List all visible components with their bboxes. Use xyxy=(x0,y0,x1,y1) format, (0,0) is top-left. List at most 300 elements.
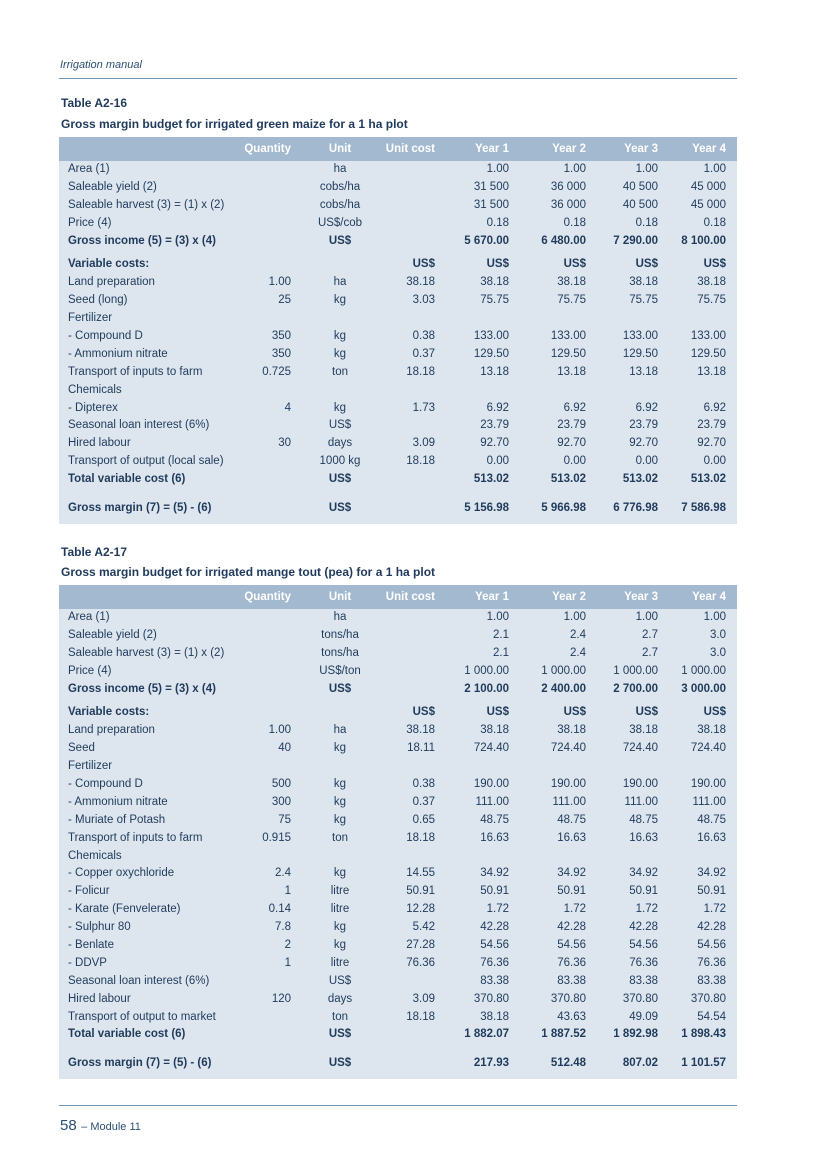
cell-label: Seed xyxy=(68,742,95,755)
cell-year-3: 83.38 xyxy=(629,974,658,987)
cell-year-1: 34.92 xyxy=(480,867,509,880)
cell-year-1: US$ xyxy=(486,706,509,719)
cell-year-1: 13.18 xyxy=(480,365,509,378)
cell-unit-cost: 38.18 xyxy=(406,724,435,737)
table-a2-17 xyxy=(59,585,737,1079)
column-header-year-3: Year 3 xyxy=(624,143,658,155)
cell-year-1: 1.72 xyxy=(486,903,509,916)
cell-quantity: 2 xyxy=(284,939,291,952)
cell-quantity: 350 xyxy=(271,330,291,343)
table-row xyxy=(59,848,737,866)
cell-unit: litre xyxy=(330,956,350,969)
cell-quantity: 40 xyxy=(278,742,291,755)
cell-year-1: 370.80 xyxy=(473,992,509,1005)
cell-year-3: 6 776.98 xyxy=(613,502,658,515)
cell-year-2: 1 000.00 xyxy=(541,664,586,677)
cell-unit: litre xyxy=(330,903,350,916)
cell-year-4: 54.54 xyxy=(697,1010,726,1023)
cell-year-4: 3.0 xyxy=(710,628,726,641)
cell-year-2: 111.00 xyxy=(552,795,586,808)
table-row xyxy=(59,435,737,453)
cell-unit: tons/ha xyxy=(321,646,359,659)
cell-unit: ha xyxy=(333,611,347,623)
cell-unit: US$ xyxy=(328,1057,352,1070)
column-header-year-4: Year 4 xyxy=(692,591,726,603)
table-row xyxy=(59,740,737,758)
cell-unit-cost: 27.28 xyxy=(406,939,435,952)
table-row xyxy=(59,722,737,740)
table-row xyxy=(59,328,737,346)
cell-quantity: 4 xyxy=(284,401,291,414)
cell-unit: 1000 kg xyxy=(319,455,361,468)
cell-year-1: 38.18 xyxy=(480,724,509,737)
cell-year-4: 133.00 xyxy=(690,330,726,343)
cell-label: Total variable cost (6) xyxy=(68,1028,186,1041)
cell-unit-cost: 5.42 xyxy=(412,921,435,934)
cell-year-2: 133.00 xyxy=(550,330,586,343)
cell-year-3: 1 892.98 xyxy=(613,1028,658,1041)
cell-unit-cost: 18.18 xyxy=(406,831,435,844)
cell-year-4: 129.50 xyxy=(690,347,726,360)
cell-year-2: 48.75 xyxy=(557,813,586,826)
cell-year-2: 83.38 xyxy=(557,974,586,987)
cell-unit: cobs/ha xyxy=(319,180,361,193)
footer-rule xyxy=(59,1105,737,1106)
table-row xyxy=(59,1055,737,1073)
cell-year-3: 42.28 xyxy=(629,921,658,934)
cell-year-4: 7 586.98 xyxy=(681,502,726,515)
cell-year-4: 54.56 xyxy=(697,939,726,952)
table-row xyxy=(59,310,737,328)
table-row xyxy=(59,681,737,699)
cell-label: - Compound D xyxy=(68,330,143,343)
cell-quantity: 1 xyxy=(284,956,291,969)
cell-year-2: US$ xyxy=(563,258,586,271)
cell-label: Variable costs: xyxy=(68,258,150,271)
table-row xyxy=(59,274,737,292)
table-row xyxy=(59,901,737,919)
table-bottom-padding xyxy=(59,518,737,524)
column-header-year-3: Year 3 xyxy=(624,591,658,603)
cell-unit-cost: 0.37 xyxy=(412,795,435,808)
cell-year-3: 40 500 xyxy=(622,198,658,211)
table-row xyxy=(59,417,737,435)
cell-year-1: 76.36 xyxy=(480,956,509,969)
cell-year-3: 7 290.00 xyxy=(613,234,658,247)
cell-year-4: 513.02 xyxy=(690,473,726,486)
cell-year-4: US$ xyxy=(703,706,726,719)
cell-year-1: 0.18 xyxy=(486,216,509,229)
cell-year-1: 129.50 xyxy=(473,347,509,360)
cell-label: Gross income (5) = (3) x (4) xyxy=(68,682,216,695)
cell-label: Transport of inputs to farm xyxy=(68,831,203,844)
table-row xyxy=(59,471,737,489)
column-header-unit: Unit xyxy=(328,143,352,155)
module-label: – Module 11 xyxy=(81,1121,141,1133)
cell-year-4: 1 101.57 xyxy=(681,1057,726,1070)
cell-year-2: 513.02 xyxy=(550,473,586,486)
cell-year-4: 75.75 xyxy=(697,294,726,307)
cell-year-4: 3 000.00 xyxy=(681,682,726,695)
column-header-unit-cost: Unit cost xyxy=(385,143,435,155)
cell-label: - Benlate xyxy=(68,939,115,952)
cell-year-1: 2.1 xyxy=(493,646,509,659)
cell-unit-cost: 38.18 xyxy=(406,276,435,289)
cell-unit-cost: 14.55 xyxy=(406,867,435,880)
cell-label: Gross margin (7) = (5) - (6) xyxy=(68,1057,212,1070)
cell-unit: kg xyxy=(333,347,347,360)
cell-unit-cost: 50.91 xyxy=(406,885,435,898)
cell-year-2: 13.18 xyxy=(557,365,586,378)
cell-year-4: 370.80 xyxy=(690,992,726,1005)
cell-year-4: 6.92 xyxy=(703,401,726,414)
cell-year-4: 23.79 xyxy=(697,419,726,432)
cell-year-4: 8 100.00 xyxy=(681,234,726,247)
cell-year-2: 1.00 xyxy=(563,611,586,623)
cell-year-4: 190.00 xyxy=(690,778,726,791)
table-row xyxy=(59,794,737,812)
cell-quantity: 350 xyxy=(271,347,291,360)
cell-label: - Copper oxychloride xyxy=(68,867,175,880)
cell-quantity: 30 xyxy=(278,437,291,450)
cell-quantity: 2.4 xyxy=(275,867,291,880)
cell-label: Land preparation xyxy=(68,724,155,737)
cell-unit: US$ xyxy=(328,502,352,515)
cell-label: Seasonal loan interest (6%) xyxy=(68,974,210,987)
cell-year-2: 5 966.98 xyxy=(541,502,586,515)
cell-year-3: 1.00 xyxy=(635,611,658,623)
cell-year-1: 31 500 xyxy=(473,198,509,211)
cell-year-3: 724.40 xyxy=(622,742,658,755)
cell-year-4: 0.18 xyxy=(703,216,726,229)
column-header-year-4: Year 4 xyxy=(692,143,726,155)
column-header-unit-cost: Unit cost xyxy=(385,591,435,603)
cell-year-3: 111.00 xyxy=(624,795,658,808)
cell-year-1: 42.28 xyxy=(480,921,509,934)
cell-year-2: US$ xyxy=(563,706,586,719)
table-bottom-padding xyxy=(59,1073,737,1079)
cell-unit: US$ xyxy=(328,419,352,432)
cell-year-2: 36 000 xyxy=(550,198,586,211)
table-row xyxy=(59,830,737,848)
row-spacer xyxy=(59,489,737,500)
cell-year-1: US$ xyxy=(486,258,509,271)
cell-year-3: 133.00 xyxy=(622,330,658,343)
cell-label: Area (1) xyxy=(68,163,110,175)
cell-unit: ton xyxy=(332,365,348,378)
cell-year-4: 1.00 xyxy=(703,163,726,175)
cell-year-3: 1.00 xyxy=(635,163,658,175)
cell-unit: US$/ton xyxy=(319,664,361,677)
table-row xyxy=(59,883,737,901)
table-a2-16-caption: Gross margin budget for irrigated green maize for a 1 ha plot xyxy=(61,117,408,131)
cell-label: Transport of inputs to farm xyxy=(68,365,203,378)
cell-year-2: 1.00 xyxy=(563,163,586,175)
table-row xyxy=(59,453,737,471)
cell-label: Chemicals xyxy=(68,849,122,862)
cell-label: - Karate (Fenvelerate) xyxy=(68,903,181,916)
cell-year-3: 0.18 xyxy=(635,216,658,229)
running-header: Irrigation manual xyxy=(60,59,142,71)
table-row xyxy=(59,645,737,663)
cell-year-1: 16.63 xyxy=(480,831,509,844)
cell-year-2: 1.72 xyxy=(563,903,586,916)
cell-label: - Ammonium nitrate xyxy=(68,347,168,360)
cell-year-3: 13.18 xyxy=(629,365,658,378)
cell-year-2: 38.18 xyxy=(557,724,586,737)
table-header-row xyxy=(59,137,737,161)
cell-year-2: 23.79 xyxy=(557,419,586,432)
cell-year-4: 48.75 xyxy=(697,813,726,826)
table-row xyxy=(59,991,737,1009)
cell-year-3: 16.63 xyxy=(629,831,658,844)
cell-year-1: 75.75 xyxy=(480,294,509,307)
cell-quantity: 0.14 xyxy=(268,903,291,916)
cell-year-3: 92.70 xyxy=(629,437,658,450)
cell-label: - Compound D xyxy=(68,778,143,791)
cell-year-4: 1.72 xyxy=(703,903,726,916)
cell-year-1: 92.70 xyxy=(480,437,509,450)
table-row xyxy=(59,865,737,883)
cell-unit: US$ xyxy=(328,1028,352,1041)
cell-year-4: 0.00 xyxy=(703,455,726,468)
cell-year-2: 6 480.00 xyxy=(541,234,586,247)
table-row xyxy=(59,292,737,310)
cell-year-3: 38.18 xyxy=(629,276,658,289)
table-row xyxy=(59,919,737,937)
cell-year-3: 76.36 xyxy=(629,956,658,969)
cell-year-3: 370.80 xyxy=(622,992,658,1005)
cell-year-3: 190.00 xyxy=(622,778,658,791)
table-row xyxy=(59,812,737,830)
cell-unit: kg xyxy=(333,921,347,934)
cell-year-2: 2 400.00 xyxy=(541,682,586,695)
cell-year-3: 2 700.00 xyxy=(613,682,658,695)
cell-unit: US$ xyxy=(328,682,352,695)
table-row xyxy=(59,382,737,400)
cell-unit: kg xyxy=(333,813,347,826)
cell-unit: kg xyxy=(333,778,347,791)
table-row xyxy=(59,609,737,627)
cell-year-1: 217.93 xyxy=(473,1057,509,1070)
cell-label: Fertilizer xyxy=(68,760,113,773)
table-row xyxy=(59,400,737,418)
cell-year-2: 43.63 xyxy=(557,1010,586,1023)
cell-year-1: 190.00 xyxy=(473,778,509,791)
table-row xyxy=(59,776,737,794)
cell-year-1: 724.40 xyxy=(473,742,509,755)
cell-unit-cost: 0.38 xyxy=(412,330,435,343)
cell-unit: US$/cob xyxy=(317,216,363,229)
cell-year-4: 34.92 xyxy=(697,867,726,880)
table-row xyxy=(59,704,737,722)
table-row xyxy=(59,627,737,645)
cell-year-3: 49.09 xyxy=(629,1010,658,1023)
cell-year-1: 2 100.00 xyxy=(464,682,509,695)
cell-year-2: 0.18 xyxy=(563,216,586,229)
cell-label: Saleable harvest (3) = (1) x (2) xyxy=(68,198,225,211)
cell-year-2: 2.4 xyxy=(570,646,586,659)
page-number: 58 xyxy=(60,1117,77,1134)
cell-unit-cost: US$ xyxy=(412,706,435,719)
cell-unit: US$ xyxy=(328,473,352,486)
cell-year-3: 54.56 xyxy=(629,939,658,952)
cell-unit: kg xyxy=(333,294,347,307)
cell-year-4: 1 898.43 xyxy=(681,1028,726,1041)
table-row xyxy=(59,364,737,382)
cell-year-4: 1 000.00 xyxy=(681,664,726,677)
cell-year-2: 6.92 xyxy=(563,401,586,414)
table-row xyxy=(59,161,737,179)
cell-unit-cost: US$ xyxy=(412,258,435,271)
cell-year-2: 36 000 xyxy=(550,180,586,193)
cell-label: Variable costs: xyxy=(68,706,150,719)
cell-label: Price (4) xyxy=(68,664,112,677)
cell-year-1: 111.00 xyxy=(475,795,509,808)
cell-year-2: 16.63 xyxy=(557,831,586,844)
table-a2-16 xyxy=(59,137,737,524)
cell-unit-cost: 0.65 xyxy=(412,813,435,826)
cell-quantity: 120 xyxy=(271,992,291,1005)
cell-unit: kg xyxy=(333,795,347,808)
cell-year-2: 190.00 xyxy=(550,778,586,791)
table-a2-16-id: Table A2-16 xyxy=(61,96,128,110)
table-row xyxy=(59,1009,737,1027)
cell-year-1: 1.00 xyxy=(486,163,509,175)
cell-year-2: 38.18 xyxy=(557,276,586,289)
cell-year-3: 513.02 xyxy=(622,473,658,486)
cell-year-3: 34.92 xyxy=(629,867,658,880)
cell-label: Land preparation xyxy=(68,276,155,289)
cell-unit-cost: 3.09 xyxy=(412,992,435,1005)
table-row xyxy=(59,663,737,681)
cell-year-1: 133.00 xyxy=(473,330,509,343)
cell-year-3: 2.7 xyxy=(642,646,658,659)
cell-year-2: 2.4 xyxy=(570,628,586,641)
column-header-year-2: Year 2 xyxy=(552,143,586,155)
cell-year-1: 2.1 xyxy=(493,628,509,641)
cell-year-1: 54.56 xyxy=(480,939,509,952)
table-row xyxy=(59,346,737,364)
cell-label: Seed (long) xyxy=(68,294,128,307)
cell-year-1: 1.00 xyxy=(486,611,509,623)
cell-label: - Muriate of Potash xyxy=(68,813,166,826)
page-footer xyxy=(60,1117,141,1135)
cell-year-1: 38.18 xyxy=(480,276,509,289)
header-rule xyxy=(59,78,737,79)
cell-unit-cost: 18.18 xyxy=(406,455,435,468)
cell-unit: kg xyxy=(333,330,347,343)
cell-label: Total variable cost (6) xyxy=(68,473,186,486)
cell-unit-cost: 3.09 xyxy=(412,437,435,450)
cell-quantity: 1.00 xyxy=(268,724,291,737)
cell-year-4: 38.18 xyxy=(697,276,726,289)
cell-year-4: 45 000 xyxy=(690,180,726,193)
cell-year-2: 512.48 xyxy=(550,1057,586,1070)
cell-year-1: 31 500 xyxy=(473,180,509,193)
cell-year-1: 83.38 xyxy=(480,974,509,987)
cell-unit: US$ xyxy=(328,974,352,987)
table-row xyxy=(59,256,737,274)
cell-year-3: 6.92 xyxy=(635,401,658,414)
cell-year-2: 75.75 xyxy=(557,294,586,307)
cell-year-2: 54.56 xyxy=(557,939,586,952)
cell-year-2: 129.50 xyxy=(550,347,586,360)
cell-year-4: 42.28 xyxy=(697,921,726,934)
cell-unit: litre xyxy=(330,885,350,898)
cell-unit: ton xyxy=(332,831,348,844)
table-row xyxy=(59,1026,737,1044)
cell-year-3: 48.75 xyxy=(629,813,658,826)
cell-year-3: 23.79 xyxy=(629,419,658,432)
cell-label: - Ammonium nitrate xyxy=(68,795,168,808)
cell-quantity: 0.725 xyxy=(262,365,291,378)
cell-year-3: 1.72 xyxy=(635,903,658,916)
table-row xyxy=(59,233,737,251)
cell-year-2: 42.28 xyxy=(557,921,586,934)
cell-year-3: 38.18 xyxy=(629,724,658,737)
cell-year-1: 48.75 xyxy=(480,813,509,826)
cell-year-2: 34.92 xyxy=(557,867,586,880)
cell-year-4: 13.18 xyxy=(697,365,726,378)
cell-year-4: 724.40 xyxy=(690,742,726,755)
cell-label: Area (1) xyxy=(68,611,110,623)
cell-unit: cobs/ha xyxy=(319,198,361,211)
cell-quantity: 1 xyxy=(284,885,291,898)
cell-year-4: 16.63 xyxy=(697,831,726,844)
table-row xyxy=(59,179,737,197)
cell-year-4: 111.00 xyxy=(692,795,726,808)
cell-year-1: 23.79 xyxy=(480,419,509,432)
cell-unit-cost: 0.37 xyxy=(412,347,435,360)
table-row xyxy=(59,937,737,955)
table-row xyxy=(59,197,737,215)
cell-quantity: 300 xyxy=(271,795,291,808)
cell-year-3: 129.50 xyxy=(622,347,658,360)
cell-quantity: 0.915 xyxy=(262,831,291,844)
cell-year-1: 0.00 xyxy=(486,455,509,468)
cell-year-2: 92.70 xyxy=(557,437,586,450)
cell-unit-cost: 1.73 xyxy=(412,401,435,414)
cell-quantity: 75 xyxy=(278,813,291,826)
cell-unit: kg xyxy=(333,867,347,880)
cell-label: - Sulphur 80 xyxy=(68,921,131,934)
cell-year-3: 50.91 xyxy=(629,885,658,898)
cell-label: Hired labour xyxy=(68,437,131,450)
cell-quantity: 1.00 xyxy=(268,276,291,289)
table-row xyxy=(59,973,737,991)
column-header-year-2: Year 2 xyxy=(552,591,586,603)
column-header-year-1: Year 1 xyxy=(475,143,509,155)
cell-year-4: 76.36 xyxy=(697,956,726,969)
cell-label: Gross income (5) = (3) x (4) xyxy=(68,234,216,247)
column-header-year-1: Year 1 xyxy=(475,591,509,603)
cell-unit-cost: 18.18 xyxy=(406,365,435,378)
cell-unit: US$ xyxy=(328,234,352,247)
cell-year-2: 76.36 xyxy=(557,956,586,969)
cell-label: - DDVP xyxy=(68,956,107,969)
cell-label: Price (4) xyxy=(68,216,112,229)
cell-unit: days xyxy=(327,437,353,450)
cell-unit: ha xyxy=(333,163,347,175)
cell-unit-cost: 18.11 xyxy=(407,742,435,755)
table-header-row xyxy=(59,585,737,609)
cell-label: Gross margin (7) = (5) - (6) xyxy=(68,502,212,515)
cell-year-4: US$ xyxy=(703,258,726,271)
cell-year-3: 40 500 xyxy=(622,180,658,193)
cell-year-4: 45 000 xyxy=(690,198,726,211)
cell-unit-cost: 18.18 xyxy=(406,1010,435,1023)
